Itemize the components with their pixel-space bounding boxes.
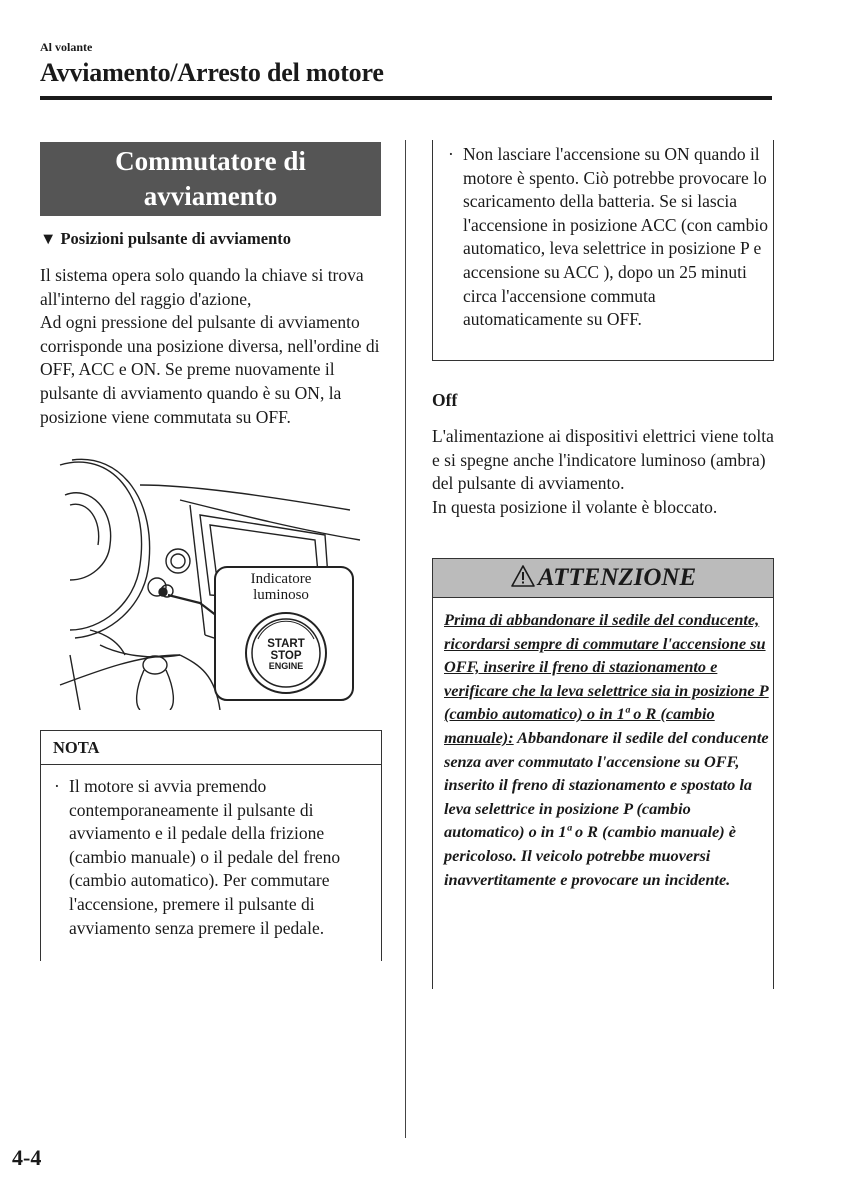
off-heading: Off xyxy=(432,390,458,410)
intro-text xyxy=(40,264,385,429)
sub-heading-text: Posizioni pulsante di avviamento xyxy=(60,229,292,248)
warning-text: Abbandonare il sedile del conducente senza aver commutato l'accensione su OFF, inserito il freno di stazionamento e spostato la leva selettrice in posizione P (cambio automatico) o in 1ª o R (cambio manuale) è pericoloso. Il veicolo potrebbe muoversi inavvertitamente e provocare un incidente. xyxy=(444,727,769,889)
nota-title: NOTA xyxy=(41,731,381,765)
battery-note-text: Non lasciare l'accensione su ON quando il motore è spento. Ciò potrebbe provocare lo scaricamento della batteria. Se si lascia l'accensione in posizione ACC (con cambio automatico, leva selettrice in posizione P e accensione su ACC ), dopo un 25 minuti circa l'accensione commuta automaticamente su OFF. xyxy=(463,144,768,330)
dashboard-drawing xyxy=(40,455,390,710)
triangle-down-icon: ▼ xyxy=(40,229,57,248)
section-heading-line1: Commutatore di xyxy=(115,146,306,176)
battery-note-box xyxy=(432,140,774,361)
warning-title: ATTENZIONE xyxy=(537,564,697,591)
column-divider xyxy=(405,140,406,1138)
page-title: Avviamento/Arresto del motore xyxy=(40,58,384,87)
callout-label-line1: Indicatore xyxy=(250,571,312,587)
warning-header xyxy=(433,559,773,598)
section-label: Al volante xyxy=(40,40,93,54)
dashboard-illustration xyxy=(40,455,390,710)
nota-text: Il motore si avvia premendo contemporaneamente il pulsante di avviamento e il pedale della frizione (cambio manuale) o il pedale del freno (cambio automatico). Per commutare l'accensione, premere il pulsante di avviamento senza premere il pedale. xyxy=(69,776,341,938)
start-stop-button-icon xyxy=(246,613,326,693)
bullet-mark: · xyxy=(54,776,60,796)
button-label-engine: ENGINE xyxy=(268,661,304,671)
callout-label-line2: luminoso xyxy=(253,587,309,603)
battery-note-item xyxy=(448,143,768,332)
warning-box xyxy=(432,558,774,989)
section-heading-line2: avviamento xyxy=(143,181,278,211)
off-text xyxy=(432,425,777,519)
nota-body xyxy=(54,775,374,940)
page-number: 4-4 xyxy=(12,1145,42,1170)
button-label-stop: STOP xyxy=(270,650,302,662)
bullet-mark: · xyxy=(448,144,454,164)
intro-paragraph-2: Ad ogni pressione del pulsante di avviamento corrisponde una posizione diversa, nell'ordine di OFF, ACC e ON. Se preme nuovamente il pulsante di avviamento quando è su ON, la posizione viene commutata su OFF. xyxy=(40,312,380,427)
nota-bullet-item xyxy=(54,775,374,940)
sub-heading xyxy=(40,229,291,249)
warning-triangle-icon xyxy=(510,564,536,588)
warning-body xyxy=(444,608,769,891)
off-paragraph-2: In questa posizione il volante è bloccato. xyxy=(432,496,718,517)
battery-note-body xyxy=(448,143,768,332)
section-heading xyxy=(40,142,381,216)
nota-box xyxy=(40,730,382,961)
button-label-start: START xyxy=(267,638,305,650)
title-rule xyxy=(40,96,772,100)
off-paragraph-1: L'alimentazione ai dispositivi elettrici viene tolta e si spegne anche l'indicatore luminoso (ambra) del pulsante di avviamento. xyxy=(432,426,774,494)
intro-paragraph-1: Il sistema opera solo quando la chiave si trova all'interno del raggio d'azione, xyxy=(40,265,364,309)
warning-underlined-text: Prima di abbandonare il sedile del conducente, ricordarsi sempre di commutare l'accensione su OFF, inserire il freno di stazionamento e verificare che la leva selettrice sia in posizione P (cambio automatico) o in 1ª o R (cambio manuale): xyxy=(444,610,769,747)
